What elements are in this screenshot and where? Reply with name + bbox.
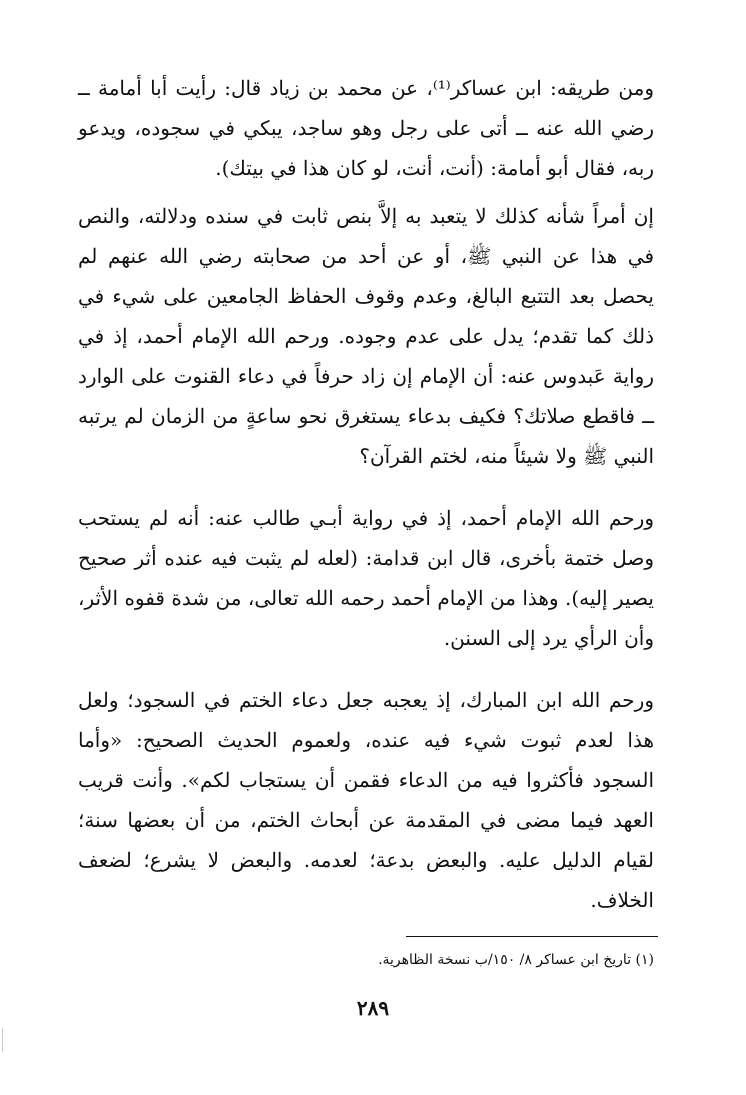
footnote-separator [406,936,658,937]
paragraph-4: ورحم الله ابن المبارك، إذ يعجبه جعل دعاء الختم في السجود؛ ولعل هذا لعدم ثبوت شيء فيه عنده، ولعموم الحديث الصحيح: «وأما السجود فأكثروا فيه من الدعاء فقمن أن يستجاب لكم». وأنت قريب العهد فيما مضى في المقدمة عن أبحاث الختم، من أن بعضها سنة؛ لقيام الدليل عليه. والبعض بدعة؛ لعدمه. والبعض لا يشرع؛ لضعف الخلاف. [78,688,654,912]
page-number: ٢٨٩ [356,996,390,1020]
main-text [78,68,654,920]
paragraph-1: ومن طريقه: ابن عساكر⁽¹⁾، عن محمد بن زياد قال: رأيت أبا أمامة ــ رضي الله عنه ــ أتى على رجل وهو ساجد، يبكي في سجوده، ويدعو ربه، فقال أبو أمامة: (أنت، أنت، لو كان هذا في بيتك). [78,76,654,180]
footnote: (١) تاريخ ابن عساكر ٨/ ١٥٠/ب نسخة الظاهرية. [378,952,654,968]
margin-mark [2,1028,7,1052]
paragraph-3: ورحم الله الإمام أحمد، إذ في رواية أبـي طالب عنه: أنه لم يستحب وصل ختمة بأخرى، قال ابن قدامة: (لعله لم يثبت فيه عنده أثر صحيح يصير إليه). وهذا من الإمام أحمد رحمه الله تعالى، من شدة قفوه الأثر، وأن الرأي يرد إلى السنن. [78,506,654,650]
paragraph-2: إن أمراً شأنه كذلك لا يتعبد به إلاَّ بنص ثابت في سنده ودلالته، والنص في هذا عن النبي ﷺ، أو عن أحد من صحابته رضي الله عنهم لم يحصل بعد التتبع البالغ، وعدم وقوف الحفاظ الجامعين على شيء في ذلك كما تقدم؛ يدل على عدم وجوده. ورحم الله الإمام أحمد، إذ في رواية عَبدوس عنه: أن الإمام إن زاد حرفاً في دعاء القنوت على الوارد ــ فاقطع صلاتك؟ فكيف بدعاء يستغرق نحو ساعةٍ من الزمان لم يرتبه النبي ﷺ ولا شيئاً منه، لختم القرآن؟ [78,204,654,468]
